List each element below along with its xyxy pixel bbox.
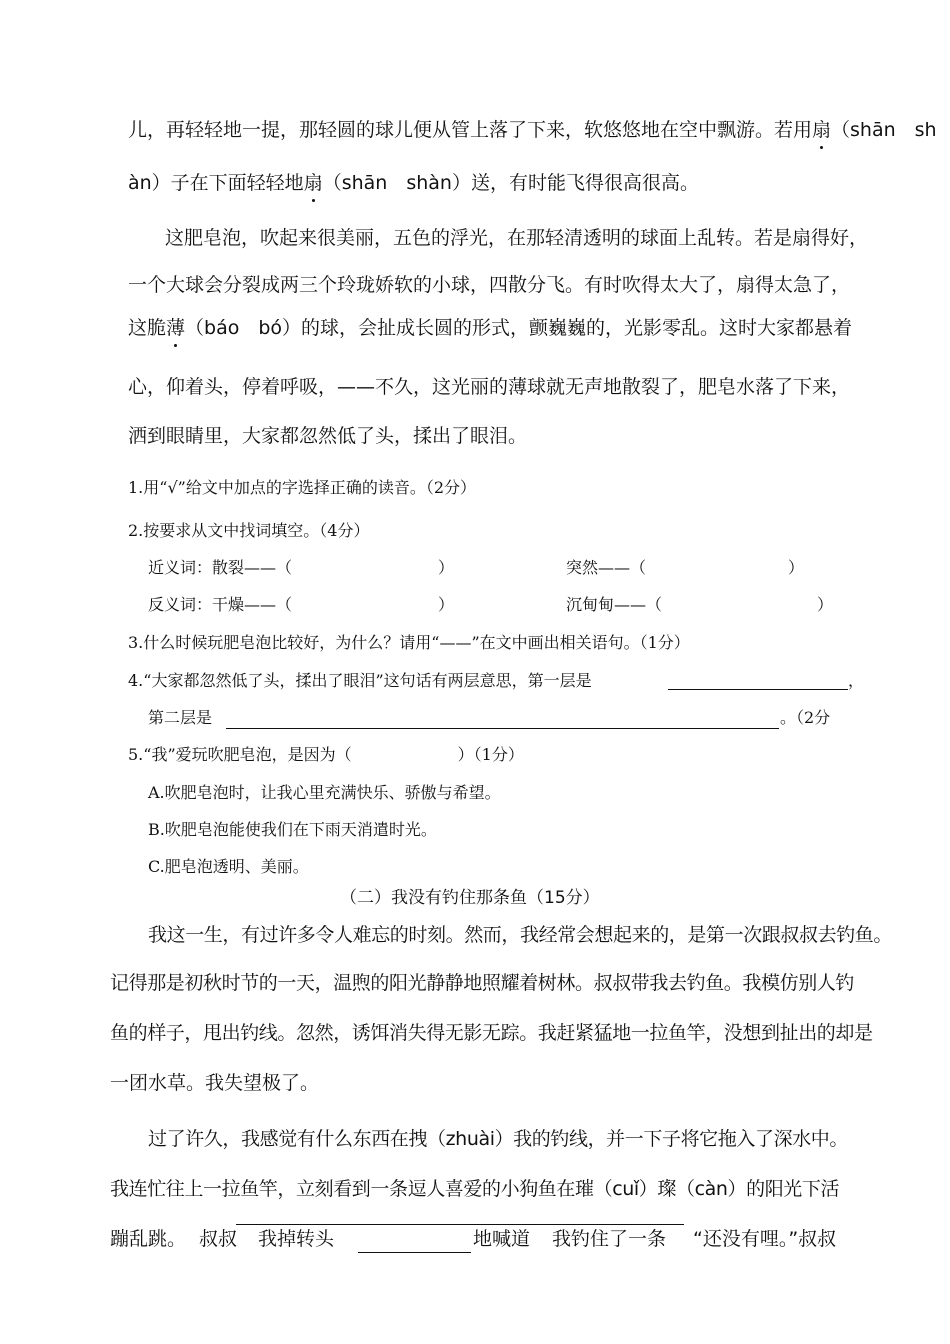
- section2-p2-line2: 我连忙往上一拉鱼竿，立刻看到一条逗人喜爱的小狗鱼在璀（cuǐ）璨（càn）的阳光下活: [110, 1178, 840, 1200]
- option-c: C.肥皂泡透明、美丽。: [148, 857, 309, 876]
- passage1-line2: [128, 171, 699, 195]
- section2-p2-line3-e: 我钓住了一条: [552, 1228, 667, 1250]
- question-5: [128, 744, 524, 766]
- passage2-line5: 洒到眼睛里，大家都忽然低了头，揉出了眼泪。: [128, 425, 528, 447]
- pinyin-options: （shān sh: [831, 119, 937, 141]
- section2-p2-line3-b: 叔叔: [199, 1228, 238, 1250]
- question-1: 1.用“√”给文中加点的字选择正确的读音。（2分）: [128, 478, 477, 497]
- option-b: B.吹肥皂泡能使我们在下雨天消遣时光。: [148, 820, 437, 839]
- passage2-line3-text: 这脆: [128, 317, 167, 339]
- passage2-line3-text-b: （báo bó）的球，会扯成长圆的形式，颤巍巍的，光影零乱。这时大家都悬着: [185, 317, 853, 339]
- q2-antonym-1: 反义词：干燥——（: [148, 595, 293, 614]
- option-a: A.吹肥皂泡时，让我心里充满快乐、骄傲与希望。: [148, 783, 501, 802]
- question-4-part1: 4.“大家都忽然低了头，揉出了眼泪”这句话有两层意思，第一层是: [128, 671, 592, 690]
- dotted-char: 薄: [166, 317, 186, 339]
- section2-p2-line3-d: 地喊道: [473, 1228, 531, 1250]
- question-2: 2.按要求从文中找词填空。（4分）: [128, 521, 370, 540]
- answer-line-q4-first[interactable]: [668, 689, 848, 690]
- section2-p1-line3: 鱼的样子，甩出钓线。忽然，诱饵消失得无影无踪。我赶紧猛地一拉鱼竿，没想到扯出的却是: [110, 1022, 873, 1044]
- section2-p2-line3-f: “还没有哩。”叔叔: [693, 1228, 837, 1250]
- section2-p2-line3-c: 我掉转头: [258, 1228, 335, 1250]
- dotted-char: 扇: [303, 172, 323, 194]
- passage1-line2-text-b: （shān shàn）送，有时能飞得很高很高。: [322, 172, 699, 194]
- question-5-score: ）（1分）: [457, 745, 524, 764]
- section2-title: （二）我没有钓住那条鱼（15分）: [340, 888, 600, 908]
- question-3: 3.什么时候玩肥皂泡比较好，为什么？请用“——”在文中画出相关语句。（1分）: [128, 633, 690, 652]
- close-paren: ）: [438, 595, 455, 614]
- close-paren: ）: [438, 558, 455, 577]
- passage2-line4: 心，仰着头，停着呼吸，——不久，这光丽的薄球就无声地散裂了，肥皂水落了下来，: [128, 376, 851, 398]
- answer-line-q4-second[interactable]: [226, 728, 779, 729]
- close-paren: ）: [817, 595, 834, 614]
- section2-p1-line1: 我这一生，有过许多令人难忘的时刻。然而，我经常会想起来的，是第一次跟叔叔去钓鱼。: [148, 924, 893, 946]
- section2-p1-line2: 记得那是初秋时节的一天，温煦的阳光静静地照耀着树林。叔叔带我去钓鱼。我模仿别人钓: [110, 972, 855, 994]
- q2-synonym-2: 突然——（: [566, 558, 647, 577]
- section2-p2-line3-a: 蹦乱跳。: [110, 1228, 187, 1250]
- passage1-line1: [128, 118, 937, 142]
- question-4-part2: 第二层是: [148, 708, 213, 727]
- top-rule: [236, 1224, 684, 1225]
- section2-p2-line1: 过了许久，我感觉有什么东西在拽（zhuài）我的钓线，并一下子将它拖入了深水中。: [148, 1128, 848, 1150]
- dotted-char: 扇: [812, 119, 832, 141]
- passage2-line2: 一个大球会分裂成两三个玲珑娇软的小球，四散分飞。有时吹得太大了，扇得太急了，: [128, 274, 851, 296]
- passage1-line1-text: 儿，再轻轻地一提，那轻圆的球儿便从管上落了下来，软悠悠地在空中飘游。若用: [128, 119, 813, 141]
- question-4-part3: 。（2分: [780, 708, 831, 727]
- close-paren: ）: [788, 558, 805, 577]
- passage1-line2-text: àn）子在下面轻轻地: [128, 172, 304, 194]
- passage2-line1: 这肥皂泡，吹起来很美丽，五色的浮光，在那轻清透明的球面上乱转。若是扇得好，: [165, 227, 869, 249]
- answer-line-fill[interactable]: [358, 1252, 471, 1253]
- question-5-text: 5.“我”爱玩吹肥皂泡，是因为（: [128, 745, 352, 764]
- q4-comma: ，: [848, 671, 865, 690]
- section2-p1-line4: 一团水草。我失望极了。: [110, 1072, 320, 1094]
- q2-antonym-2: 沉甸甸——（: [566, 595, 663, 614]
- q2-synonym-1: 近义词：散裂——（: [148, 558, 293, 577]
- passage2-line3: [128, 316, 852, 340]
